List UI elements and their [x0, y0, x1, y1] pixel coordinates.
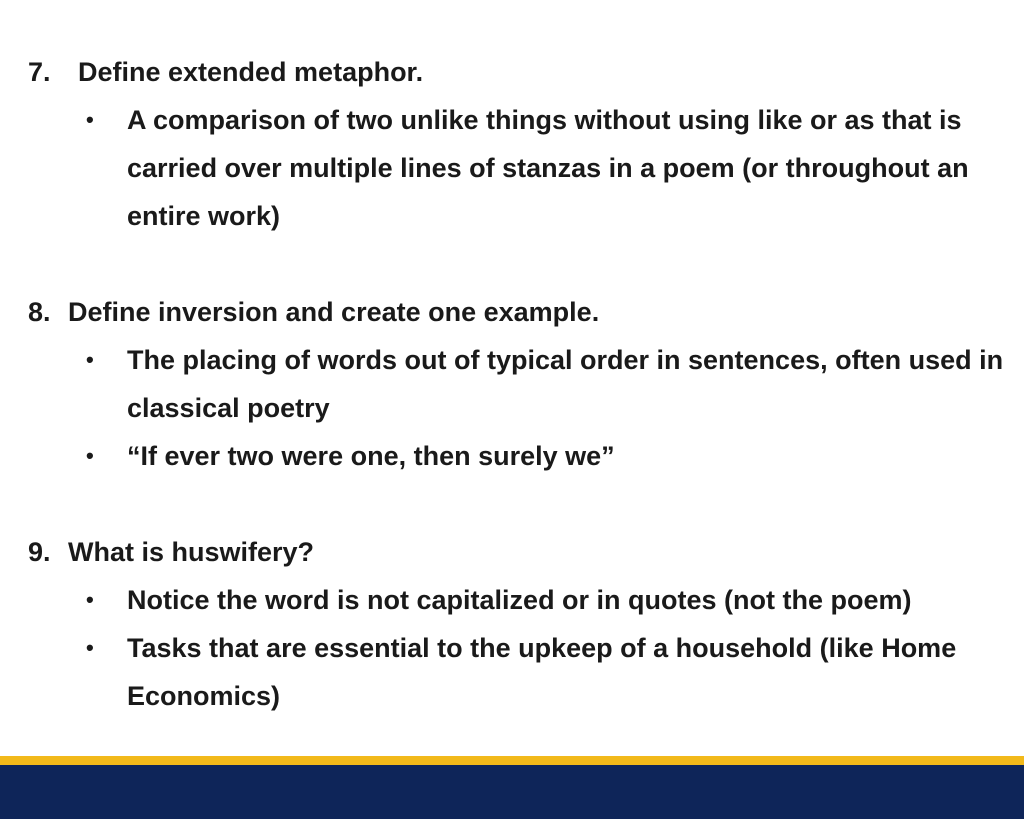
answer-text: A comparison of two unlike things without using like or as that is carried over multiple lines of stanzas in a poem (or throughout an entire work) — [127, 105, 969, 231]
spacer — [0, 480, 1024, 528]
bullet-icon: • — [86, 347, 94, 372]
spacer — [0, 240, 1024, 288]
answer-list-9 — [0, 576, 1024, 720]
answer-list-8 — [0, 336, 1024, 480]
bullet-icon: • — [86, 635, 94, 660]
answer-item — [0, 432, 1024, 480]
footer-bar — [0, 765, 1024, 819]
question-number: 7. — [28, 57, 51, 87]
question-text: What is huswifery? — [68, 537, 315, 567]
footer-accent-stripe — [0, 756, 1024, 765]
question-9 — [0, 528, 1024, 576]
answer-item — [0, 96, 1024, 240]
question-7 — [0, 48, 1024, 96]
answer-item — [0, 576, 1024, 624]
answer-item — [0, 624, 1024, 720]
answer-list-7 — [0, 96, 1024, 240]
answer-text: “If ever two were one, then surely we” — [127, 441, 615, 471]
question-8 — [0, 288, 1024, 336]
question-number: 8. — [28, 297, 51, 327]
answer-text: The placing of words out of typical order in sentences, often used in classical poetry — [127, 345, 1004, 423]
bullet-icon: • — [86, 107, 94, 132]
answer-item — [0, 336, 1024, 432]
bullet-icon: • — [86, 443, 94, 468]
slide-content — [0, 48, 1024, 720]
answer-text: Tasks that are essential to the upkeep of a household (like Home Economics) — [127, 633, 957, 711]
answer-text: Notice the word is not capitalized or in quotes (not the poem) — [127, 585, 912, 615]
question-number: 9. — [28, 537, 51, 567]
question-text: Define extended metaphor. — [78, 57, 424, 87]
bullet-icon: • — [86, 587, 94, 612]
question-text: Define inversion and create one example. — [68, 297, 600, 327]
